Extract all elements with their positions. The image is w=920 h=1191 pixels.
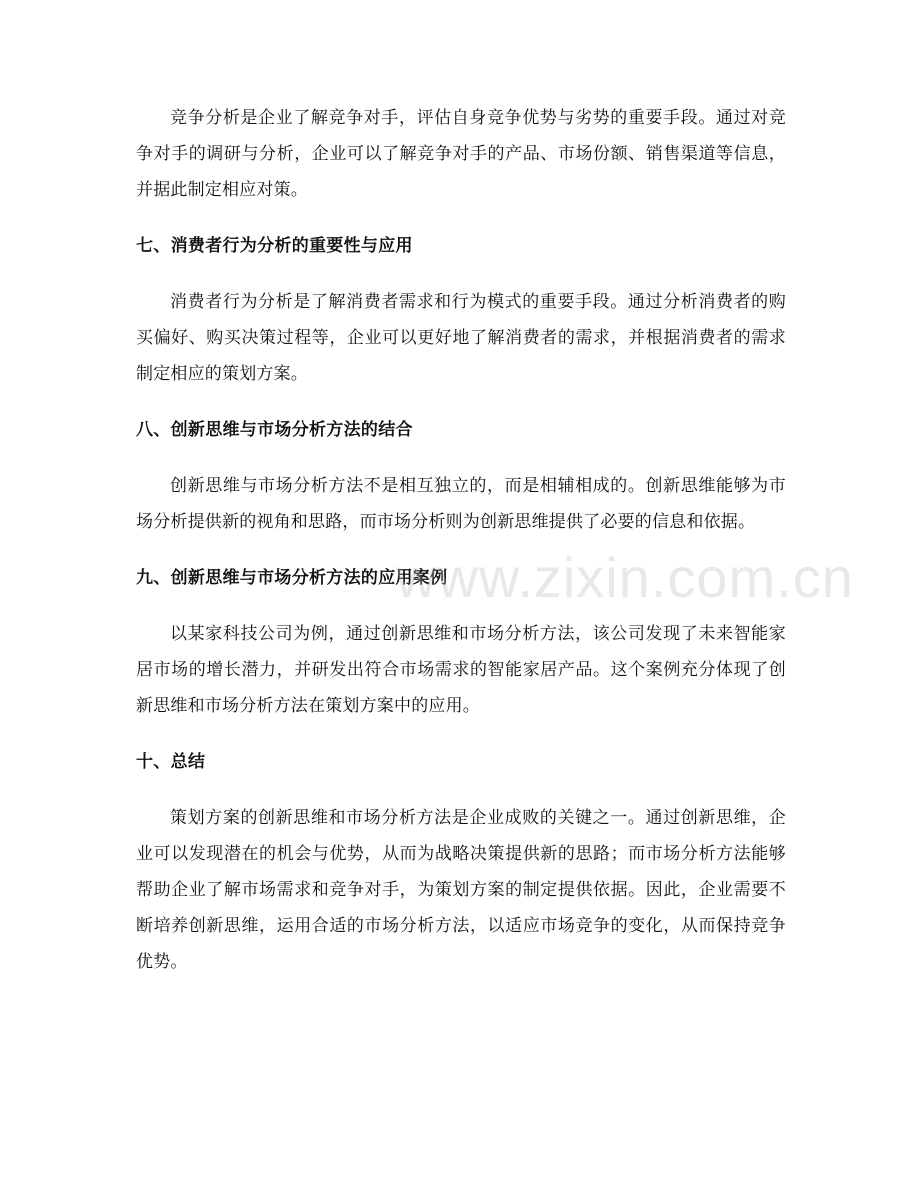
heading-section-9: 九、创新思维与市场分析方法的应用案例 [136, 568, 448, 588]
paragraph-consumer-behavior: 消费者行为分析是了解消费者需求和行为模式的重要手段。通过分析消费者的购买偏好、购买决策过程等，企业可以更好地了解消费者的需求，并根据消费者的需求制定相应的策划方案。 [136, 292, 786, 384]
document-body [136, 100, 786, 1000]
paragraph-summary: 策划方案的创新思维和市场分析方法是企业成败的关键之一。通过创新思维，企业可以发现潜在的机会与优势，从而为战略决策提供新的思路；而市场分析方法能够帮助企业了解市场需求和竞争对手，为策划方案的制定提供依据。因此，企业需要不断培养创新思维，运用合适的市场分析方法，以适应市场竞争的变化，从而保持竞争优势。 [136, 808, 786, 972]
heading-section-10: 十、总结 [136, 752, 206, 772]
paragraph-competition-analysis: 竞争分析是企业了解竞争对手，评估自身竞争优势与劣势的重要手段。通过对竞争对手的调研与分析，企业可以了解竞争对手的产品、市场份额、销售渠道等信息，并据此制定相应对策。 [136, 108, 786, 200]
paragraph-innovation-combination: 创新思维与市场分析方法不是相互独立的，而是相辅相成的。创新思维能够为市场分析提供新的视角和思路，而市场分析则为创新思维提供了必要的信息和依据。 [136, 476, 786, 532]
paragraph-application-case: 以某家科技公司为例，通过创新思维和市场分析方法，该公司发现了未来智能家居市场的增长潜力，并研发出符合市场需求的智能家居产品。这个案例充分体现了创新思维和市场分析方法在策划方案中的应用。 [136, 624, 786, 716]
heading-section-7: 七、消费者行为分析的重要性与应用 [136, 236, 413, 256]
heading-section-8: 八、创新思维与市场分析方法的结合 [136, 420, 413, 440]
watermark-text: www.zixin.com.cn [396, 546, 854, 609]
